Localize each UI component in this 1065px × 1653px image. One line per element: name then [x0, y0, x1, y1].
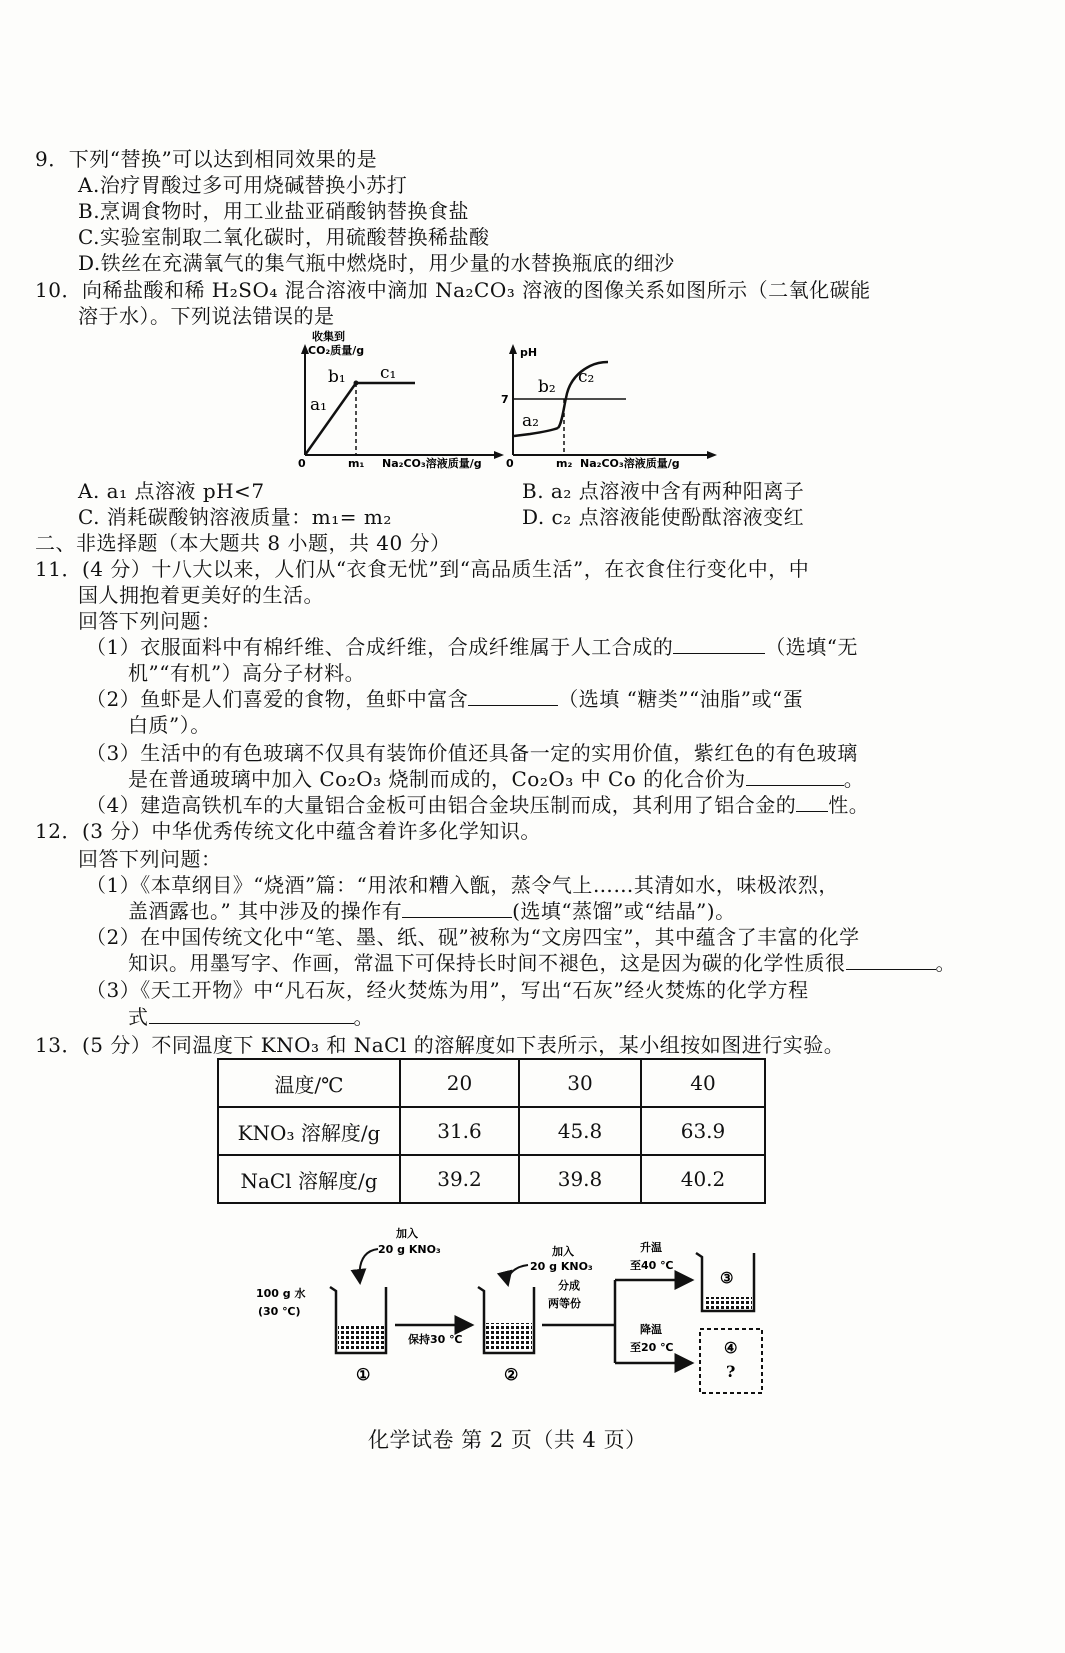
graph1-origin: 0 — [298, 457, 306, 470]
graph2-ylabel: pH — [520, 346, 538, 359]
box-4-unknown: ? — [726, 1362, 736, 1381]
graph1-xlabel: Na₂CO₃溶液质量/g — [382, 457, 482, 470]
q10-option-c: C. 消耗碳酸钠溶液质量：m₁= m₂ — [78, 505, 392, 529]
beaker-1 — [330, 1287, 386, 1353]
add2-label-2: 20 g KNO₃ — [530, 1260, 593, 1273]
graph2-a2: a₂ — [522, 411, 539, 431]
water-label-2: (30 ℃) — [258, 1305, 301, 1318]
box-4-number: ④ — [724, 1339, 738, 1357]
page-footer: 化学试卷 第 2 页（共 4 页） — [368, 1428, 647, 1452]
table-cell: NaCl 溶解度/g — [218, 1155, 400, 1203]
q10-stem-line2: 溶于水）。下列说法错误的是 — [78, 304, 335, 328]
q11-p4-blank[interactable] — [796, 793, 828, 812]
q11-p2-line2: 白质”）。 — [128, 713, 211, 737]
table-cell: KNO₃ 溶解度/g — [218, 1107, 400, 1155]
q11-p1-choice: （选填“无 — [765, 635, 858, 659]
graph2-origin: 0 — [506, 457, 514, 470]
co2-mass-graph — [290, 330, 510, 470]
q12-p2-text: 知识。用墨写字、作画，常温下可保持长时间不褪色，这是因为碳的化学性质很 — [128, 951, 846, 975]
graph2-y-tick-7: 7 — [501, 393, 509, 406]
q11-p1-blank[interactable] — [673, 635, 765, 654]
water-label-1: 100 g 水 — [256, 1287, 306, 1300]
graph2-x-arrow — [707, 451, 717, 459]
q12-p1-line1: （1）《本草纲目》“烧酒”篇：“用浓和糟入甑，蒸令气上……其清如水，味极浓烈， — [86, 873, 839, 897]
q11-p4-text: （4）建造高铁机车的大量铝合金板可由铝合金块压制而成，其利用了铝合金的 — [86, 793, 797, 817]
section-two-heading: 二、非选择题（本大题共 8 小题，共 40 分） — [35, 531, 451, 555]
q11-p3-text: 是在普通玻璃中加入 Co₂O₃ 烧制而成的，Co₂O₃ 中 Co 的化合价为 — [128, 767, 746, 791]
q12-p2-line1: （2）在中国传统文化中“笔、墨、纸、砚”被称为“文房四宝”，其中蕴含了丰富的化学 — [86, 925, 860, 949]
table-cell: 温度/℃ — [218, 1059, 400, 1107]
beaker-1-number: ① — [356, 1365, 371, 1384]
table-cell: 40.2 — [641, 1155, 765, 1203]
q12-p3-text: 式 — [128, 1005, 149, 1029]
q11-part1-line1 — [86, 634, 858, 660]
q12-p1-choice: (选填“蒸馏”或“结晶”)。 — [512, 899, 736, 923]
table-cell: 39.8 — [519, 1155, 641, 1203]
q12-prompt: 回答下列问题： — [78, 847, 222, 871]
q11-part3-line2 — [128, 766, 864, 792]
heat-label-2: 至40 ℃ — [630, 1259, 674, 1272]
keep-label: 保持30 ℃ — [408, 1333, 463, 1346]
q11-p3-line1: （3）生活中的有色玻璃不仅具有装饰价值还具备一定的实用价值，紫红色的有色玻璃 — [86, 741, 858, 765]
q9-stem: 9．下列“替换”可以达到相同效果的是 — [35, 147, 378, 171]
graph1-rise-line — [305, 383, 356, 455]
graph1-c1: c₁ — [380, 363, 397, 383]
q12-stem: 12．(3 分）中华优秀传统文化中蕴含着许多化学知识。 — [35, 819, 541, 843]
q12-p2-blank[interactable] — [846, 951, 936, 970]
q13-stem: 13．(5 分）不同温度下 KNO₃ 和 NaCl 的溶解度如下表所示，某小组按如图进行实验。 — [35, 1033, 845, 1057]
graph1-ylabel-2: CO₂质量/g — [308, 344, 365, 357]
q12-p3-line1: （3）《天工开物》中“凡石灰，经火焚炼为用”，写出“石灰”经火焚炼的化学方程 — [86, 978, 809, 1002]
q11-p3-blank[interactable] — [746, 767, 844, 786]
q12-part1-line2 — [128, 898, 736, 924]
graph2-y-arrow — [509, 344, 517, 354]
graph1-m1: m₁ — [348, 457, 365, 470]
q9-option-a: A.治疗胃酸过多可用烧碱替换小苏打 — [78, 173, 408, 197]
graph1-b1: b₁ — [328, 367, 346, 387]
q11-stem-line1: 11．(4 分）十八大以来，人们从“衣食无忧”到“高品质生活”，在衣食住行变化中，中 — [35, 557, 810, 581]
q12-p1-blank[interactable] — [402, 899, 512, 918]
table-row — [218, 1107, 765, 1155]
q10-stem-line1: 10．向稀盐酸和稀 H₂SO₄ 混合溶液中滴加 Na₂CO₃ 溶液的图像关系如图所示（二氧化碳能 — [35, 278, 871, 302]
add1-label-1: 加入 — [396, 1227, 418, 1240]
q12-p2-end: 。 — [935, 951, 956, 975]
q11-part2-line1 — [86, 686, 803, 712]
table-cell: 31.6 — [400, 1107, 519, 1155]
q11-part4 — [86, 792, 869, 818]
table-row — [218, 1059, 765, 1107]
q12-p1-text: 盖酒露也。” 其中涉及的操作有 — [128, 899, 403, 923]
table-cell: 40 — [641, 1059, 765, 1107]
beaker-2 — [478, 1287, 534, 1353]
table-cell: 63.9 — [641, 1107, 765, 1155]
graph1-a1: a₁ — [310, 395, 327, 415]
q9-option-d: D.铁丝在充满氧气的集气瓶中燃烧时，用少量的水替换瓶底的细沙 — [78, 251, 675, 275]
q12-part3-line2 — [128, 1004, 374, 1030]
q11-p1-line2: 机”“有机”）高分子材料。 — [128, 661, 366, 685]
beaker-3-number: ③ — [720, 1269, 734, 1287]
q10-option-a: A. a₁ 点溶液 pH<7 — [78, 479, 265, 503]
q11-p4-end: 性。 — [828, 793, 870, 817]
table-row — [218, 1155, 765, 1203]
q11-prompt: 回答下列问题： — [78, 609, 222, 633]
solubility-table — [217, 1058, 766, 1204]
split-label-2: 两等份 — [548, 1297, 581, 1310]
table-cell: 39.2 — [400, 1155, 519, 1203]
graph1-ylabel-1: 收集到 — [312, 330, 345, 343]
table-cell: 30 — [519, 1059, 641, 1107]
split-label-1: 分成 — [558, 1279, 580, 1292]
graph2-m2: m₂ — [556, 457, 573, 470]
q11-stem-line2: 国人拥抱着更美好的生活。 — [78, 583, 324, 607]
q11-p1-text: （1）衣服面料中有棉纤维、合成纤维，合成纤维属于人工合成的 — [86, 635, 674, 659]
cool-label-2: 至20 ℃ — [630, 1341, 674, 1354]
q10-option-d: D. c₂ 点溶液能使酚酞溶液变红 — [522, 505, 805, 529]
heat-label-1: 升温 — [640, 1241, 662, 1254]
q11-p2-text: （2）鱼虾是人们喜爱的食物，鱼虾中富含 — [86, 687, 469, 711]
q12-part2-line2 — [128, 950, 956, 976]
table-cell: 20 — [400, 1059, 519, 1107]
add2-label-1: 加入 — [552, 1245, 574, 1258]
q11-p2-blank[interactable] — [468, 687, 558, 706]
q11-p3-end: 。 — [843, 767, 865, 791]
add1-arrow — [360, 1249, 378, 1283]
graph1-b1-dot — [354, 381, 359, 386]
graph2-xlabel: Na₂CO₃溶液质量/g — [580, 457, 680, 470]
add2-arrow — [508, 1265, 528, 1285]
q9-option-b: B.烹调食物时，用工业盐亚硝酸钠替换食盐 — [78, 199, 470, 223]
table-cell: 45.8 — [519, 1107, 641, 1155]
cool-label-1: 降温 — [640, 1323, 662, 1336]
q11-p2-choice: （选填 “糖类”“油脂”或“蛋 — [558, 687, 804, 711]
ph-graph — [498, 336, 723, 470]
experiment-diagram — [250, 1225, 780, 1400]
q10-option-b: B. a₂ 点溶液中含有两种阳离子 — [522, 479, 805, 503]
q12-p3-blank[interactable] — [149, 1005, 354, 1024]
graph2-b2: b₂ — [538, 377, 556, 397]
graph2-c2: c₂ — [578, 367, 595, 387]
beaker-2-number: ② — [504, 1365, 519, 1384]
add1-label-2: 20 g KNO₃ — [378, 1243, 441, 1256]
q9-option-c: C.实验室制取二氧化碳时，用硫酸替换稀盐酸 — [78, 225, 490, 249]
q12-p3-end: 。 — [353, 1005, 374, 1029]
